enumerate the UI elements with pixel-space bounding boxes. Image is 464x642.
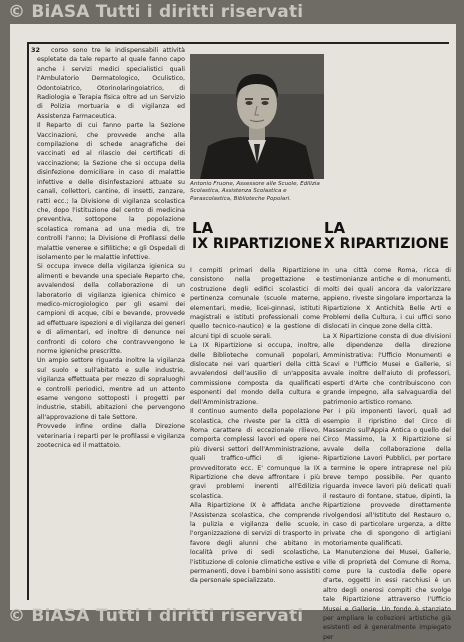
section-heading-ix: IX RIPARTIZIONE	[192, 236, 323, 252]
paragraph: Per i più imponenti lavori, quali ad esempio il ripristino del Circo di Massenzio sull'Appia Antica o quello del Circo Massimo, la X Ripartizione si avvale della collaborazione della Ripartizione Lavori Pubblici, per portare a termine le opere intraprese nel più breve tempo possibile. Per quanto riguarda invece lavori più delicati quali il restauro di fontane, statue, dipinti, la Ripartizione provvede direttamente rivolgendosi all'Istituto del Restauro o, in caso di particolare urgenza, a ditte private che di spongono di artigiani motoriamente qualificati.	[323, 408, 451, 547]
paragraph: La X Ripartizione consta di due divisioni alle dipendenze della direzione Amministrativa: l'Ufficio Monumenti e Scavi e l'Ufficio Musei e Gallerie, si avvale inoltre dell'aiuto di professori, esperti d'Arte che contribuiscono con grande impegno, alla salvaguardia del patrimonio artistico romano.	[323, 332, 451, 406]
paragraph: I compiti primari della Ripartizione consistono nella progettazione e costruzione degli edifici scolastici di pertinenza comunale (scuole materne, elementari, medie, licei-ginnasi, istituti magistrali e istituti professionali come quello tecnico-nautico) e la gestione di alcuni tipi di scuole serali.	[190, 267, 320, 340]
right-column	[323, 266, 451, 642]
paragraph: Provvede infine ordine dalla Direzione veterinaria i reparti per le profilassi e vigilanza zootecnica ed il mattatoio.	[37, 423, 185, 450]
portrait-photo	[190, 54, 324, 179]
page-number: 32	[31, 46, 41, 54]
watermark-top: © BiASA Tutti i diritti riservati	[8, 2, 304, 22]
middle-column	[190, 266, 320, 586]
section-heading-prefix: LA	[192, 219, 214, 237]
paragraph: Il Reparto di cui fanno parte la Sezione Vaccinazioni, che provvede anche alla compilazione di schede anagrafiche dei vaccinati ed al rilascio dei certificati di vaccinazione; la Sezione che si occupa della disinfezione domiciliare in caso di malattie infettive e delle disinfestazioni attuate su canali, collettori, cantine, di insetti, zanzare, ratti ecc.; la Divisione di vigilanza scolastica che, dopo l'istituzione del centro di medicina preventiva, sottopone la popolazione scolastica romana ad una media di, tre controlli l'anno; la Divisione di Profilassi delle malattie veneree e sifilitiche; e gli Ospedali di isolamento per le malattie infettive.	[37, 122, 185, 261]
paragraph: In una città come Roma, ricca di testimonianze antiche e di monumenti, molti dei quali ancora da valorizzare appieno, riveste singolare importanza la Ripartizione X Antichità Belle Arti e Problemi della Cultura, i cui uffici sono dislocati in cinque zone della città.	[323, 267, 451, 331]
left-column	[37, 46, 185, 450]
section-heading-prefix: LA	[324, 219, 346, 237]
paragraph: corso sono tre le indispensabili attività espletate da tale reparto al quale fanno capo anche i servizi medici specialistici quali l'Ambulatorio Dermatologico, Oculistico, Odontoiatrico, Otorinolaringoiatrico, di Radiologia e Terapia fisica oltre ad un Servizio di Polizia mortuaria e di vigilanza ed Assistenza Farmaceutica.	[37, 47, 185, 120]
section-heading-x: X RIPARTIZIONE	[324, 236, 449, 252]
paragraph: La IX Ripartizione si occupa, inoltre, delle Biblioteche comunali popolari, dislocate nei vari quartieri della città avvalendosi dell'ausilio di un'apposita commissione composta da qualificati esponenti del mondo della cultura e dell'Amministrazione.	[190, 342, 320, 406]
paragraph: Un ampio settore riguarda inoltre la vigilanza sul suolo e sull'abitato e sulle industrie, vigilanza effettuata per mezzo di sopraluoghi e controlli periodici, mentre ad un attento esame vengono sottoposti i progetti per industrie, stabili, abitazioni che pervengono all'approvazione di tale Settore.	[37, 357, 185, 421]
paragraph: Si occupa invece della vigilanza igienica su alimenti e bevande una speciale Reparto che, avvalendosi della collaborazione di un laboratorio di vigilanza igienica chimico e medico-microgiologico per gli esami dei campioni di acque, cibi e bevande, provvede ad effettuare ispezioni e di vigilanza dei generi e di alimentari, ed inoltre di denunce nei confronti di coloro che contravvengono le norme igieniche prescritte.	[37, 263, 185, 355]
paragraph: La Manutenzione dei Musei, Gallerie, ville di proprietà del Comune di Roma, come pure la custodia delle opere d'arte, oggetti in essi racchiusi è un altro degli onerosi compiti che svolge tale Ripartizione attraverso l'Ufficio Musei e Gallerie. Un fondo è stanziato per ampliare le collezioni artistiche già esistenti ed è generalmente impiegato per	[323, 549, 451, 641]
paragraph: Il continuo aumento della popolazione scolastica, che riveste per la città di Roma carattere di eccezionale rilievo, comporta complessi lavori ed opere nei più diversi settori dell'Amministrazione, quali traffico-uffici di igiene-provveditorato ecc. E' comunque la IX Ripartizione che deve affrontare i più gravi problemi inerenti all'Edilizia scolastica.	[190, 408, 320, 500]
watermark-bottom: © BiASA Tutti i diritti riservati	[8, 606, 304, 626]
paragraph: Alla Ripartizione IX è affidata anche l'Assistenza scolastica, che comprende la pulizia e vigilanza delle scuole, l'organizzazione di servizi di trasporto in favore degli alunni che abitano in località prive di sedi scolastiche, l'istituzione di colonie climatiche estive e permanenti, dove i bambini sono assistiti da personale specializzato.	[190, 502, 320, 585]
photo-caption: Antonio Fruone, Assessore alle Scuole, Edilizia Scolastica, Assistenza Scolastica e Parascolastica, Biblioteche Popolari.	[190, 181, 320, 202]
